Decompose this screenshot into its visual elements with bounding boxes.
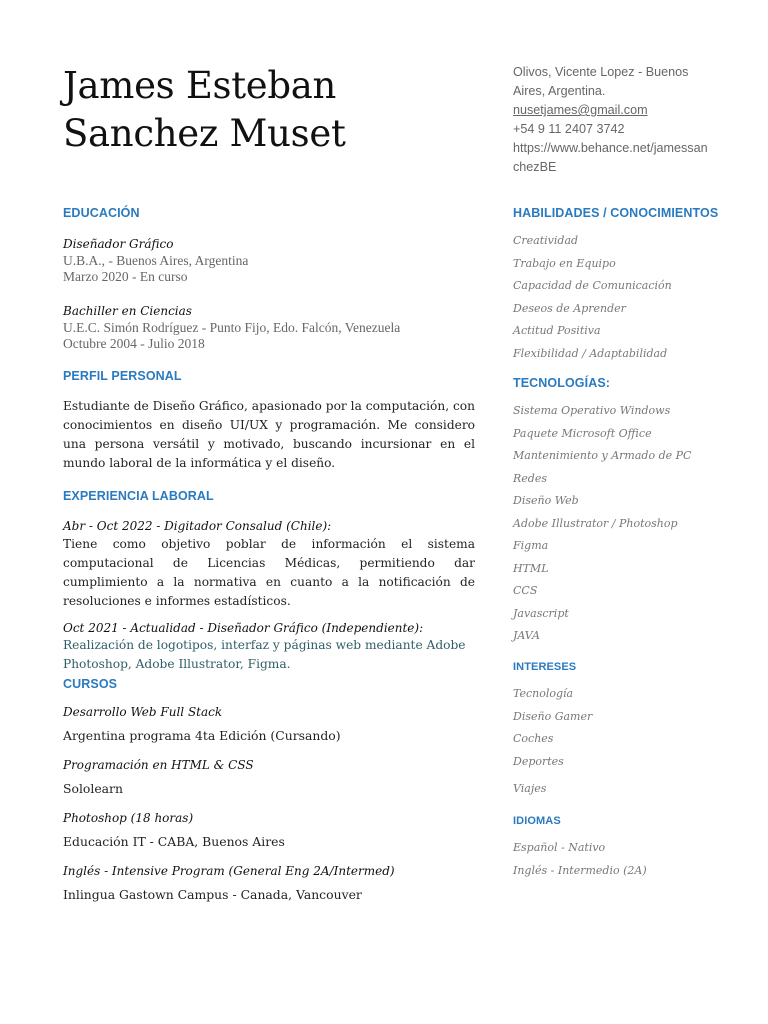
list-item: Español - Nativo: [513, 841, 606, 854]
profile-heading: PERFIL PERSONAL: [63, 369, 182, 383]
list-item: Javascript: [513, 606, 569, 620]
list-item: Sistema Operativo Windows: [513, 404, 671, 417]
contact-info: [513, 63, 728, 177]
technologies-heading: TECNOLOGÍAS:: [513, 376, 611, 390]
list-item: Flexibilidad / Adaptabilidad: [513, 346, 668, 360]
address-line-2: Aires, Argentina.: [513, 84, 606, 98]
list-item: Deseos de Aprender: [513, 301, 626, 315]
experience-description: Tiene como objetivo poblar de información el sistema computacional de Licencias Médicas, permitiendo dar cumplimiento a la normativa en cuanto a la notificación de resoluciones e informes estadísticos.: [63, 537, 475, 608]
education-heading: EDUCACIÓN: [63, 206, 140, 220]
list-item: Creatividad: [513, 234, 579, 247]
candidate-name: [63, 62, 463, 158]
list-item: Tecnología: [513, 687, 574, 700]
email-link[interactable]: nusetjames@gmail.com: [513, 103, 648, 117]
list-item: HTML: [513, 561, 549, 575]
education-degree: Bachiller en Ciencias: [63, 304, 192, 318]
list-item: Capacidad de Comunicación: [513, 279, 672, 292]
languages-list: [513, 837, 728, 882]
list-item: CCS: [513, 584, 538, 597]
course-name: Inglés - Intensive Program (General Eng 2A/Intermed): [63, 864, 395, 878]
phone-number: +54 9 11 2407 3742: [513, 122, 625, 136]
list-item: Inglés - Intermedio (2A): [513, 863, 647, 877]
education-school: U.B.A., - Buenos Aires, Argentina: [63, 253, 249, 268]
experience-role: Oct 2021 - Actualidad - Diseñador Gráfico (Independiente):: [63, 621, 424, 635]
list-item: Diseño Web: [513, 494, 579, 507]
course-provider: Inlingua Gastown Campus - Canada, Vancouver: [63, 887, 362, 902]
list-item: Deportes: [513, 754, 564, 768]
list-item: Figma: [513, 539, 549, 552]
website-line-1[interactable]: https://www.behance.net/jamessan: [513, 141, 708, 155]
interests-heading: INTERESES: [513, 661, 577, 673]
list-item: Mantenimiento y Armado de PC: [513, 449, 692, 462]
skills-list: [513, 230, 728, 365]
course-name: Programación en HTML & CSS: [63, 758, 254, 772]
list-item: Actitud Positiva: [513, 324, 601, 337]
experience-item: [63, 620, 475, 674]
technologies-list: [513, 400, 728, 648]
list-item: JAVA: [513, 629, 540, 642]
name-line-2: Sanchez Muset: [63, 112, 346, 155]
education-dates: Octubre 2004 - Julio 2018: [63, 336, 205, 351]
education-degree: Diseñador Gráfico: [63, 237, 174, 251]
education-dates: Marzo 2020 - En curso: [63, 269, 188, 284]
course-item: [63, 756, 475, 798]
name-line-1: James Esteban: [63, 64, 337, 107]
course-name: Photoshop (18 horas): [63, 811, 194, 825]
course-provider: Educación IT - CABA, Buenos Aires: [63, 834, 285, 849]
experience-item: [63, 517, 475, 611]
course-name: Desarrollo Web Full Stack: [63, 705, 223, 719]
address-line-1: Olivos, Vicente Lopez - Buenos: [513, 65, 689, 79]
course-item: [63, 862, 475, 904]
education-item: [63, 302, 475, 352]
website-line-2[interactable]: chezBE: [513, 160, 557, 174]
list-item: Coches: [513, 732, 554, 745]
education-item: [63, 235, 475, 285]
profile-text: Estudiante de Diseño Gráfico, apasionado por la computación, con conocimientos en diseño UI/UX y programación. Me considero una persona versátil y motivado, buscando incursionar en el mundo laboral de la informática y el diseño.: [63, 399, 475, 470]
experience-heading: EXPERIENCIA LABORAL: [63, 489, 214, 503]
list-item: Adobe Illustrator / Photoshop: [513, 516, 678, 530]
interests-list: [513, 683, 728, 801]
list-item: Diseño Gamer: [513, 709, 593, 723]
education-school: U.E.C. Simón Rodríguez - Punto Fijo, Edo. Falcón, Venezuela: [63, 320, 401, 335]
courses-heading: CURSOS: [63, 677, 118, 691]
experience-description: Realización de logotipos, interfaz y páginas web mediante Adobe Photoshop, Adobe Illustrator, Figma.: [63, 638, 466, 671]
experience-role: Abr - Oct 2022 - Digitador Consalud (Chile):: [63, 519, 332, 533]
skills-heading: HABILIDADES / CONOCIMIENTOS: [513, 206, 719, 220]
course-provider: Sololearn: [63, 781, 123, 796]
languages-heading: IDIOMAS: [513, 815, 561, 827]
course-provider: Argentina programa 4ta Edición (Cursando): [63, 728, 341, 743]
list-item: Viajes: [513, 782, 547, 795]
course-item: [63, 703, 475, 745]
list-item: Redes: [513, 471, 547, 485]
list-item: Trabajo en Equipo: [513, 256, 616, 270]
list-item: Paquete Microsoft Office: [513, 426, 652, 440]
course-item: [63, 809, 475, 851]
